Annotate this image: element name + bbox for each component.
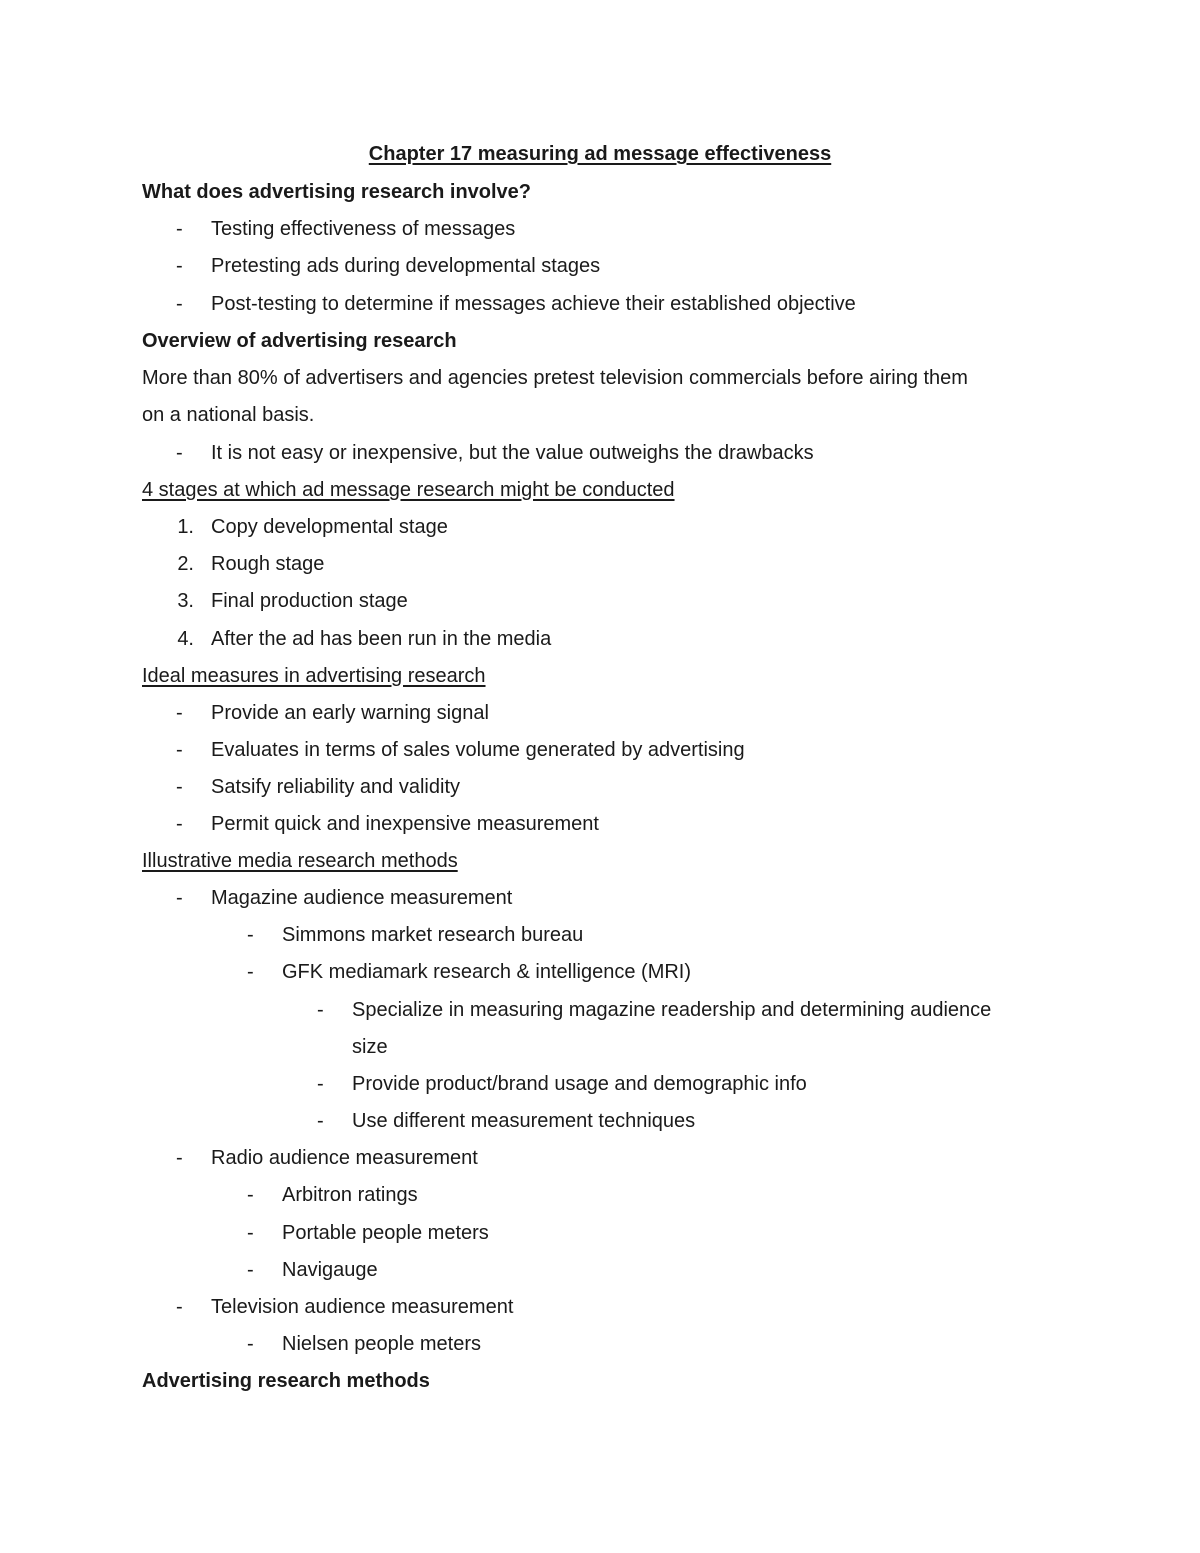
bullet-dash: -	[247, 1333, 254, 1355]
bullet-dash: -	[176, 1147, 183, 1169]
section-heading: Advertising research methods	[142, 1370, 430, 1392]
bullet-dash: -	[176, 255, 183, 277]
list-item: Magazine audience measurement	[211, 887, 513, 909]
list-item: GFK mediamark research & intelligence (MRI)	[282, 961, 692, 983]
list-item: Provide product/brand usage and demographic info	[352, 1073, 807, 1095]
numbered-item: Final production stage	[211, 590, 408, 612]
list-item: Arbitron ratings	[282, 1184, 418, 1206]
list-item: Simmons market research bureau	[282, 924, 584, 946]
list-item: Testing effectiveness of messages	[211, 218, 516, 240]
subsection-heading: Illustrative media research methods	[142, 850, 458, 872]
list-item: Provide an early warning signal	[211, 702, 489, 724]
list-item: Satsify reliability and validity	[211, 776, 460, 798]
list-number: 4.	[177, 628, 194, 650]
subsection-heading: 4 stages at which ad message research might be conducted	[142, 479, 675, 501]
subsection-heading: Ideal measures in advertising research	[142, 665, 486, 687]
bullet-dash: -	[247, 1184, 254, 1206]
list-item: Pretesting ads during developmental stages	[211, 255, 601, 277]
list-item: Post-testing to determine if messages achieve their established objective	[211, 293, 856, 315]
bullet-dash: -	[317, 999, 324, 1021]
bullet-dash: -	[176, 1296, 183, 1318]
list-item: Use different measurement techniques	[352, 1110, 696, 1132]
page-title: Chapter 17 measuring ad message effectiveness	[368, 143, 832, 165]
paragraph-line: on a national basis.	[142, 404, 315, 426]
list-number: 1.	[177, 516, 194, 538]
bullet-dash: -	[317, 1110, 324, 1132]
list-number: 2.	[177, 553, 194, 575]
bullet-dash: -	[247, 1222, 254, 1244]
list-item: It is not easy or inexpensive, but the value outweighs the drawbacks	[211, 442, 814, 464]
bullet-dash: -	[317, 1073, 324, 1095]
bullet-dash: -	[247, 924, 254, 946]
numbered-item: After the ad has been run in the media	[211, 628, 552, 650]
list-item-continuation: size	[352, 1036, 388, 1058]
list-item: Portable people meters	[282, 1222, 489, 1244]
list-item: Nielsen people meters	[282, 1333, 481, 1355]
bullet-dash: -	[176, 442, 183, 464]
section-heading: Overview of advertising research	[142, 330, 457, 352]
list-item: Radio audience measurement	[211, 1147, 478, 1169]
list-item: Specialize in measuring magazine readership and determining audience	[352, 999, 992, 1021]
list-item: Evaluates in terms of sales volume generated by advertising	[211, 739, 745, 761]
list-number: 3.	[177, 590, 194, 612]
bullet-dash: -	[176, 702, 183, 724]
bullet-dash: -	[176, 293, 183, 315]
bullet-dash: -	[247, 1259, 254, 1281]
section-heading: What does advertising research involve?	[142, 181, 532, 203]
list-item: Permit quick and inexpensive measurement	[211, 813, 599, 835]
numbered-item: Rough stage	[211, 553, 325, 575]
list-item: Navigauge	[282, 1259, 378, 1281]
list-item: Television audience measurement	[211, 1296, 514, 1318]
bullet-dash: -	[176, 813, 183, 835]
paragraph-line: More than 80% of advertisers and agencies pretest television commercials before airing them	[142, 367, 968, 389]
bullet-dash: -	[176, 739, 183, 761]
numbered-item: Copy developmental stage	[211, 516, 448, 538]
bullet-dash: -	[176, 218, 183, 240]
bullet-dash: -	[176, 776, 183, 798]
bullet-dash: -	[176, 887, 183, 909]
bullet-dash: -	[247, 961, 254, 983]
